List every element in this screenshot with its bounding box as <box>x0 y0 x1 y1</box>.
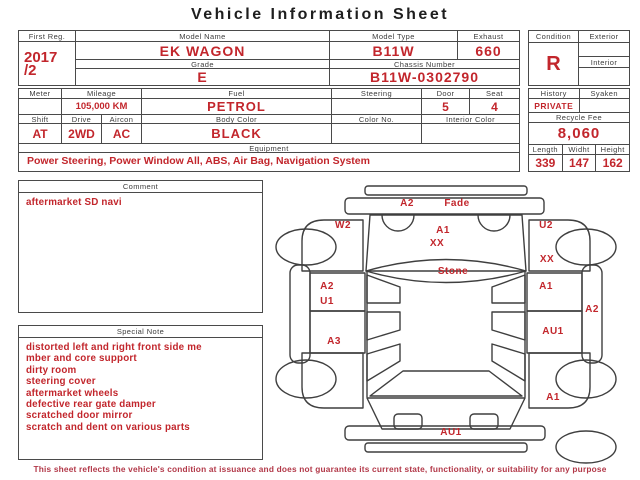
condition-label: Condition <box>529 31 579 43</box>
damage-mark-right-sill: A2 <box>585 304 599 315</box>
length-label: Length <box>532 145 558 154</box>
equipment-value: Power Steering, Power Window All, ABS, Air Bag, Navigation System <box>27 155 370 167</box>
interior-color-label: Interior Color <box>421 115 519 124</box>
right-rear-window <box>492 312 525 340</box>
damage-mark-right-rear-door: AU1 <box>542 326 564 337</box>
seat-label: Seat <box>469 89 519 99</box>
damage-mark-rear-gate: AU1 <box>440 427 462 438</box>
width-value: 147 <box>562 155 596 171</box>
drive-label: Drive <box>61 115 101 124</box>
tail-light-left <box>394 414 422 429</box>
width-label: Widht <box>562 145 596 154</box>
exhaust-label: Exhaust <box>457 31 519 42</box>
chassis-number-value: B11W-0302790 <box>329 69 519 85</box>
mileage-label: Mileage <box>61 89 141 99</box>
seat-value: 4 <box>469 99 519 114</box>
syaken-label: Syaken <box>579 89 630 98</box>
shift-value: AT <box>32 126 48 141</box>
mileage-value: 105,000 KM <box>61 99 141 114</box>
special-note-text <box>19 338 262 437</box>
hood <box>366 215 526 271</box>
left-front-fender <box>302 220 363 271</box>
identity-table <box>18 30 520 86</box>
height-label: Height <box>595 145 629 154</box>
left-quarter-window <box>367 344 400 381</box>
dimensions-values <box>529 155 629 171</box>
left-sill <box>290 265 310 363</box>
disclaimer-footer: This sheet reflects the vehicle's condition at issuance and does not guarantee its current state, functionality, or suitability for any purpose <box>33 464 607 474</box>
damage-mark-right-fender-lower: XX <box>539 254 555 265</box>
exterior-label: Exterior <box>579 31 629 43</box>
rear-window <box>370 371 522 396</box>
recycle-fee-value: 8,060 <box>557 125 601 142</box>
spec-row-1 <box>19 89 519 114</box>
damage-mark-front-left-fender: W2 <box>335 220 351 231</box>
color-no-value <box>331 124 421 143</box>
door-value: 5 <box>421 99 469 114</box>
shift-label: Shift <box>19 115 61 124</box>
door-label: Door <box>421 89 469 99</box>
damage-mark-hood-lower: XX <box>429 238 445 249</box>
damage-mark-front-bumper-left: A2 <box>400 198 414 209</box>
damage-mark-right-rear-fender: A1 <box>546 392 560 403</box>
exterior-value <box>579 43 629 57</box>
left-rear-window <box>367 312 400 340</box>
meter-value <box>19 99 61 114</box>
grade-label: Grade <box>76 59 329 69</box>
spec-row-2 <box>19 114 519 143</box>
color-no-label: Color No. <box>331 115 421 124</box>
aircon-label: Aircon <box>101 115 141 124</box>
history-value: PRIVATE <box>534 100 574 111</box>
history-fee-panel <box>528 88 630 172</box>
equipment-label: Equipment <box>19 144 519 153</box>
fuel-value: PETROL <box>141 99 331 114</box>
history-label: History <box>540 89 567 98</box>
right-front-wheel <box>556 229 616 265</box>
fuel-label: Fuel <box>141 89 331 99</box>
first-reg-label: First Reg. <box>19 31 76 42</box>
condition-panel <box>528 30 630 86</box>
comment-text <box>19 193 262 212</box>
spare-tire <box>556 431 616 463</box>
note-line: aftermarket wheels <box>26 387 119 399</box>
body-color-value: BLACK <box>141 124 331 143</box>
damage-mark-left-front-door-lower: U1 <box>320 296 334 307</box>
interior-label: Interior <box>579 57 629 68</box>
right-front-window <box>492 275 525 303</box>
model-name-value: EK WAGON <box>159 42 246 59</box>
hood-arch-right <box>478 215 510 231</box>
interior-color-value <box>421 124 519 143</box>
special-note-label: Special Note <box>116 327 165 336</box>
damage-mark-front-right-fender: U2 <box>539 220 553 231</box>
note-line: steering cover <box>26 376 96 388</box>
body-color-label: Body Color <box>141 115 331 124</box>
note-line: scratched door mirror <box>26 410 133 422</box>
equipment-row <box>19 143 519 174</box>
comment-label: Comment <box>122 182 159 191</box>
recycle-fee-header <box>529 113 629 123</box>
hood-arch-left <box>382 215 414 231</box>
left-rear-wheel <box>276 360 336 398</box>
steering-label: Steering <box>331 89 421 99</box>
meter-label: Meter <box>19 89 61 99</box>
syaken-value <box>579 99 630 112</box>
drive-value: 2WD <box>61 124 101 143</box>
left-front-window <box>367 275 400 303</box>
note-line: aftermarket SD navi <box>26 197 122 208</box>
recycle-fee-row <box>529 123 629 145</box>
note-line: distorted left and right front side me <box>26 342 202 353</box>
aircon-value: AC <box>101 124 141 143</box>
length-value: 339 <box>535 156 556 170</box>
height-value: 162 <box>595 155 629 171</box>
steering-value <box>331 99 421 114</box>
tail-light-right <box>470 414 498 429</box>
left-front-wheel <box>276 229 336 265</box>
left-front-door <box>310 273 365 311</box>
damage-marks <box>320 198 599 438</box>
front-bumper-top-bar <box>365 186 527 195</box>
first-reg-year: 2017 <box>24 48 58 66</box>
rear-gate <box>367 398 525 429</box>
special-note-box <box>18 325 263 460</box>
dimensions-header <box>529 145 629 155</box>
interior-value <box>579 68 629 85</box>
right-quarter-window <box>492 344 525 381</box>
damage-mark-left-front-door-upper: A2 <box>320 281 334 292</box>
note-line: mber and core support <box>26 353 137 365</box>
first-reg-month: /2 <box>24 61 37 79</box>
model-name-label: Model Name <box>76 31 329 42</box>
first-reg-value <box>19 42 76 85</box>
comment-box <box>18 180 263 313</box>
car-damage-diagram <box>270 183 640 475</box>
model-type-label: Model Type <box>329 31 457 42</box>
history-syaken-values <box>529 99 629 113</box>
left-rear-fender <box>302 353 363 408</box>
damage-mark-right-front-door: A1 <box>539 281 553 292</box>
note-line: dirty room <box>26 364 77 376</box>
note-line: scratch and dent on various parts <box>26 421 190 433</box>
right-rear-wheel <box>556 360 616 398</box>
damage-mark-left-rear-door: A3 <box>327 336 341 347</box>
grade-value: E <box>197 69 208 85</box>
damage-mark-hood-upper: A1 <box>436 225 450 236</box>
chassis-number-label: Chassis Number <box>329 59 519 69</box>
right-front-door <box>527 273 582 311</box>
rear-bumper-lower-bar <box>365 443 527 452</box>
model-type-value: B11W <box>329 42 457 59</box>
spec-table <box>18 88 520 172</box>
exhaust-value: 660 <box>457 42 519 59</box>
damage-mark-front-bumper-center: Fade <box>444 198 470 209</box>
condition-value: R <box>529 43 579 85</box>
page-title: Vehicle Information Sheet <box>190 6 450 23</box>
history-syaken-header <box>529 89 629 99</box>
note-line: defective rear gate damper <box>26 399 156 411</box>
damage-mark-windshield: Stone <box>437 266 469 277</box>
recycle-fee-label: Recycle Fee <box>555 113 603 122</box>
